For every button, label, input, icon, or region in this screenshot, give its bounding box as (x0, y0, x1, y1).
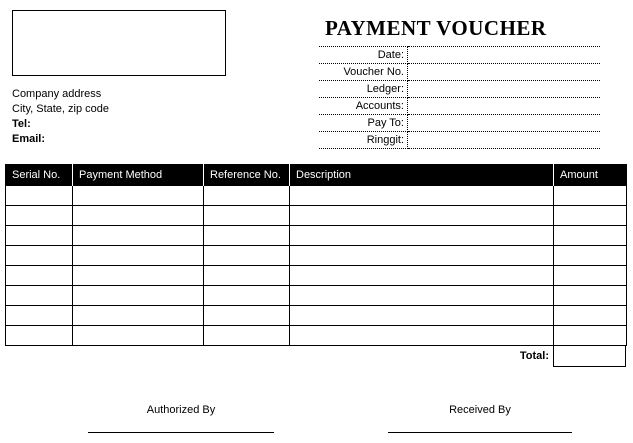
table-row (6, 266, 627, 286)
authorized-by-signature-line (88, 432, 274, 433)
total-amount-cell[interactable] (553, 345, 626, 367)
cell-payment-method[interactable] (73, 226, 204, 246)
cell-amount[interactable] (554, 286, 627, 306)
cell-payment-method[interactable] (73, 326, 204, 346)
column-header-description: Description (290, 164, 554, 186)
cell-reference[interactable] (204, 266, 290, 286)
meta-value-date[interactable] (408, 47, 601, 64)
voucher-meta-table (319, 46, 600, 149)
meta-label: Date: (319, 47, 408, 64)
meta-value-ringgit[interactable] (408, 132, 601, 149)
meta-row-voucher-no (319, 64, 600, 81)
cell-amount[interactable] (554, 326, 627, 346)
cell-description[interactable] (290, 186, 554, 206)
meta-value-voucher-no[interactable] (408, 64, 601, 81)
authorized-by-label: Authorized By (146, 404, 216, 416)
total-row (5, 345, 626, 367)
cell-serial[interactable] (6, 206, 73, 226)
meta-label: Pay To: (319, 115, 408, 132)
cell-serial[interactable] (6, 246, 73, 266)
company-address: Company address (12, 88, 102, 100)
payment-table (5, 164, 627, 346)
cell-reference[interactable] (204, 286, 290, 306)
cell-amount[interactable] (554, 246, 627, 266)
cell-payment-method[interactable] (73, 246, 204, 266)
meta-value-pay-to[interactable] (408, 115, 601, 132)
cell-amount[interactable] (554, 266, 627, 286)
column-header-amount: Amount (554, 164, 627, 186)
received-by-signature-line (388, 432, 572, 433)
meta-row-accounts (319, 98, 600, 115)
received-by-label: Received By (449, 404, 511, 416)
cell-payment-method[interactable] (73, 186, 204, 206)
meta-row-pay-to (319, 115, 600, 132)
table-row (6, 186, 627, 206)
table-row (6, 306, 627, 326)
total-label: Total: (519, 350, 549, 362)
company-logo-box (12, 10, 226, 76)
cell-serial[interactable] (6, 326, 73, 346)
cell-reference[interactable] (204, 206, 290, 226)
cell-payment-method[interactable] (73, 306, 204, 326)
cell-reference[interactable] (204, 186, 290, 206)
cell-reference[interactable] (204, 226, 290, 246)
page-title: PAYMENT VOUCHER (325, 16, 547, 40)
cell-payment-method[interactable] (73, 206, 204, 226)
cell-payment-method[interactable] (73, 286, 204, 306)
table-body (6, 186, 627, 346)
cell-description[interactable] (290, 326, 554, 346)
cell-serial[interactable] (6, 266, 73, 286)
cell-description[interactable] (290, 226, 554, 246)
meta-label: Ledger: (319, 81, 408, 98)
meta-value-ledger[interactable] (408, 81, 601, 98)
company-city: City, State, zip code (12, 103, 110, 115)
cell-payment-method[interactable] (73, 266, 204, 286)
column-header-serial: Serial No. (6, 164, 73, 186)
table-row (6, 326, 627, 346)
cell-serial[interactable] (6, 226, 73, 246)
table-row (6, 226, 627, 246)
cell-reference[interactable] (204, 246, 290, 266)
cell-amount[interactable] (554, 206, 627, 226)
column-header-reference: Reference No. (204, 164, 290, 186)
meta-label: Accounts: (319, 98, 408, 115)
table-row (6, 286, 627, 306)
cell-reference[interactable] (204, 326, 290, 346)
meta-row-ledger (319, 81, 600, 98)
cell-description[interactable] (290, 246, 554, 266)
meta-row-ringgit (319, 132, 600, 149)
cell-serial[interactable] (6, 286, 73, 306)
cell-amount[interactable] (554, 226, 627, 246)
cell-serial[interactable] (6, 186, 73, 206)
meta-value-accounts[interactable] (408, 98, 601, 115)
cell-reference[interactable] (204, 306, 290, 326)
cell-serial[interactable] (6, 306, 73, 326)
company-email-label: Email: (12, 133, 46, 145)
cell-description[interactable] (290, 306, 554, 326)
company-tel-label: Tel: (12, 118, 31, 130)
company-info (12, 87, 109, 147)
table-row (6, 246, 627, 266)
column-header-payment-method: Payment Method (73, 164, 204, 186)
cell-amount[interactable] (554, 186, 627, 206)
table-row (6, 206, 627, 226)
table-header-row (6, 164, 627, 186)
cell-description[interactable] (290, 266, 554, 286)
cell-amount[interactable] (554, 306, 627, 326)
meta-label: Voucher No. (319, 64, 408, 81)
cell-description[interactable] (290, 206, 554, 226)
cell-description[interactable] (290, 286, 554, 306)
meta-label: Ringgit: (319, 132, 408, 149)
meta-row-date (319, 47, 600, 64)
